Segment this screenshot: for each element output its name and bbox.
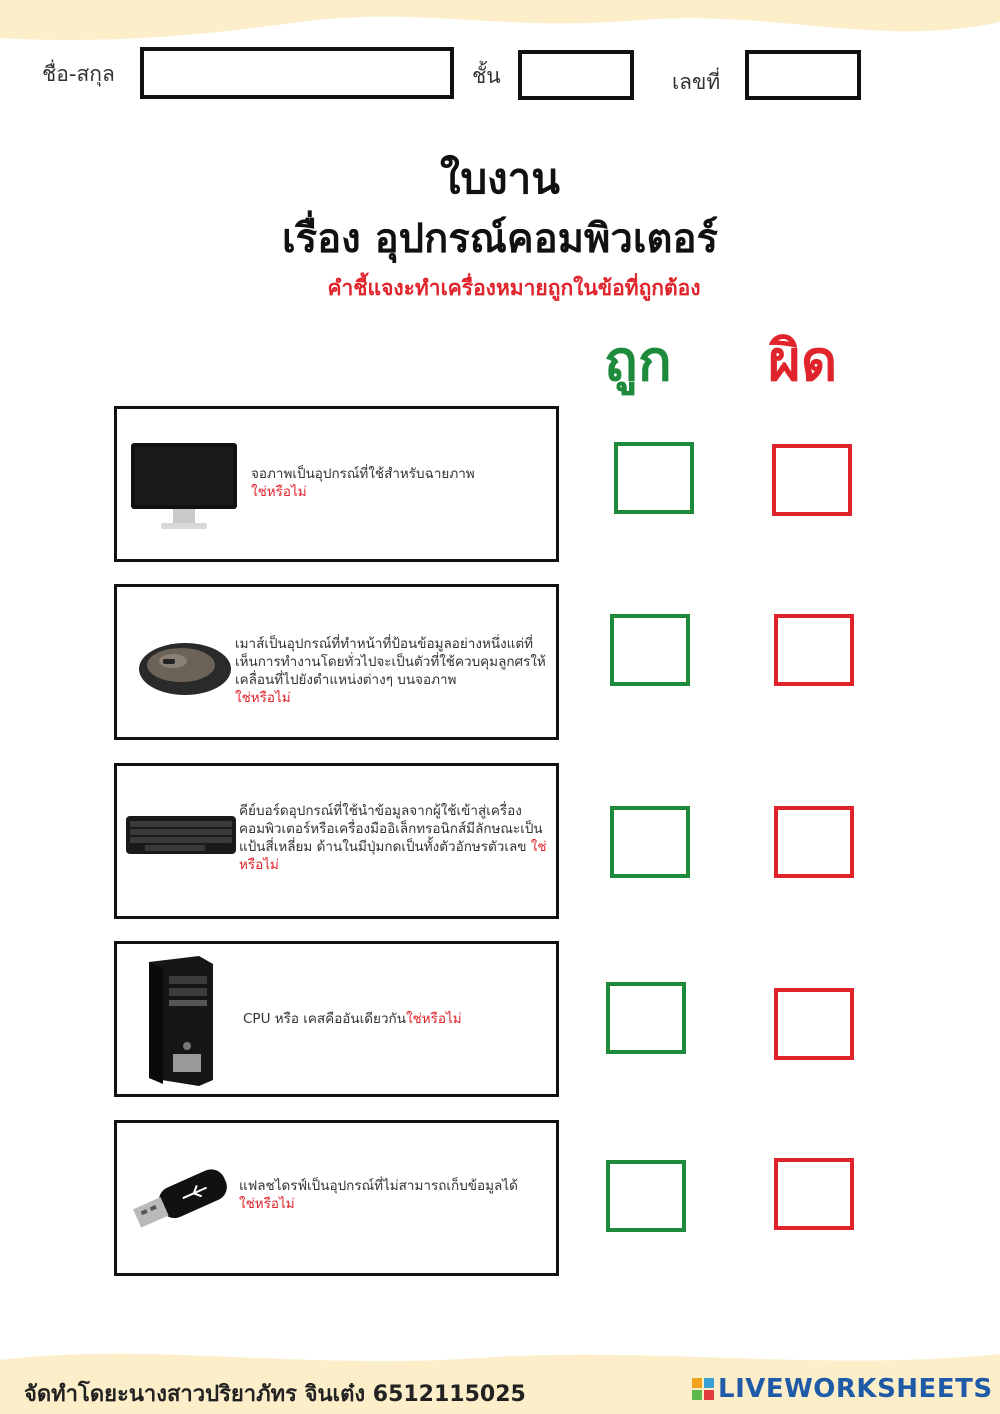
name-field[interactable]: [140, 47, 454, 99]
brand-text: LIVEWORKSHEETS: [718, 1374, 993, 1404]
computer-case-icon: [139, 954, 217, 1088]
true-column-header: ถูก: [604, 329, 672, 394]
liveworksheets-logo-icon: [692, 1378, 714, 1400]
question-card-4: [114, 941, 559, 1097]
question-card-3: [114, 763, 559, 919]
author-credit: จัดทำโดยะนางสาวปริยาภัทร จินเต๋ง 6512115025: [24, 1382, 526, 1407]
class-label: ชั้น: [472, 64, 501, 88]
worksheet-subject: เรื่อง อุปกรณ์คอมพิวเตอร์: [282, 216, 718, 262]
name-label: ชื่อ-สกุล: [42, 62, 115, 86]
number-field[interactable]: [745, 50, 861, 100]
true-checkbox-5[interactable]: [606, 1160, 686, 1232]
question-text-2: เมาส์เป็นอุปกรณ์ที่ทำหน้าที่ป้อนข้อมูลอย่างหนึ่งแต่ที่เห็นการทำงานโดยทั่วไปจะเป็นตัวที่ใช้ควบคุมลูกศรให้เคลื่อนที่ไปยังตำแหน่งต่างๆ บนจอภาพ ใช่หรือไม่: [235, 636, 546, 706]
question-card-5: [114, 1120, 559, 1276]
question-text-5: แฟลชไดรฟ์เป็นอุปกรณ์ที่ไม่สามารถเก็บข้อมูลได้ ใช่หรือไม่: [239, 1178, 518, 1212]
question-text-3: คีย์บอร์ดอุปกรณ์ที่ใช้นำข้อมูลจากผู้ใช้เข้าสู่เครื่องคอมพิวเตอร์หรือเครื่องมืออิเล็กทรอนิกส์มีลักษณะเป็นแป้นสี่เหลี่ยม ด้านในมีปุ่มกดเป็นทั้งตัวอักษรตัวเลข ใช่หรือไม่: [239, 803, 547, 873]
question-text-1: จอภาพเป็นอุปกรณ์ที่ใช้สำหรับฉายภาพ ใช่หรือไม่: [251, 466, 475, 500]
instruction-text: คำชี้แจงะทำเครื่องหมายถูกในข้อที่ถูกต้อง: [327, 276, 701, 300]
question-card-2: [114, 584, 559, 740]
worksheet-title: ใบงาน: [440, 154, 560, 203]
false-checkbox-1[interactable]: [772, 444, 852, 516]
true-checkbox-4[interactable]: [606, 982, 686, 1054]
false-checkbox-3[interactable]: [774, 806, 854, 878]
usb-flash-drive-icon: [129, 1163, 233, 1235]
number-label: เลขที่: [672, 70, 721, 94]
false-checkbox-4[interactable]: [774, 988, 854, 1060]
false-checkbox-2[interactable]: [774, 614, 854, 686]
monitor-icon: [129, 441, 239, 533]
question-card-1: [114, 406, 559, 562]
class-field[interactable]: [518, 50, 634, 100]
false-column-header: ผิด: [768, 329, 838, 394]
false-checkbox-5[interactable]: [774, 1158, 854, 1230]
true-checkbox-3[interactable]: [610, 806, 690, 878]
question-text-4: CPU หรือ เคสคืออันเดียวกันใช่หรือไม่: [243, 1011, 462, 1027]
mouse-icon: [135, 633, 233, 699]
true-checkbox-1[interactable]: [614, 442, 694, 514]
keyboard-icon: [125, 814, 237, 856]
true-checkbox-2[interactable]: [610, 614, 690, 686]
